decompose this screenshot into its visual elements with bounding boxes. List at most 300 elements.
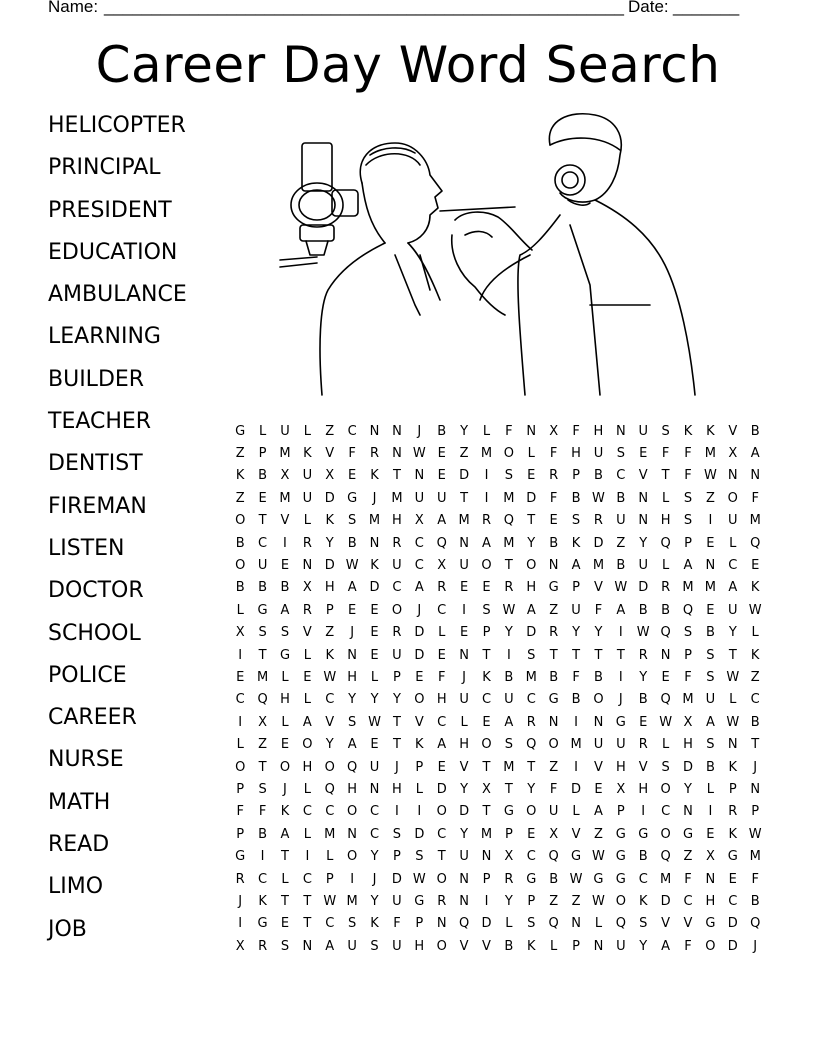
grid-letter[interactable]: O (279, 759, 291, 775)
grid-letter[interactable]: N (727, 468, 738, 484)
grid-letter[interactable]: H (280, 692, 290, 708)
grid-letter[interactable]: K (303, 446, 312, 462)
name-blank-line[interactable]: _______________________________________________________ (104, 0, 625, 16)
grid-letter[interactable]: S (683, 513, 693, 529)
grid-letter[interactable]: U (347, 938, 357, 954)
grid-letter[interactable]: B (705, 625, 715, 641)
grid-letter[interactable]: L (303, 826, 311, 842)
grid-letter[interactable]: X (549, 423, 559, 439)
grid-letter[interactable]: R (661, 580, 671, 596)
grid-letter[interactable]: I (484, 490, 489, 506)
date-blank-line[interactable]: _______ (673, 0, 740, 16)
grid-letter[interactable]: T (303, 916, 312, 932)
grid-letter[interactable]: F (393, 916, 401, 932)
grid-letter[interactable]: B (347, 535, 357, 551)
grid-letter[interactable]: M (682, 692, 694, 708)
grid-letter[interactable]: Q (660, 535, 671, 551)
grid-letter[interactable]: R (370, 446, 380, 462)
grid-letter[interactable]: X (616, 781, 626, 797)
grid-letter[interactable]: M (682, 580, 694, 596)
grid-letter[interactable]: E (482, 580, 491, 596)
grid-letter[interactable]: U (392, 558, 402, 574)
grid-letter[interactable]: E (280, 916, 290, 932)
grid-letter[interactable]: E (549, 513, 558, 529)
grid-letter[interactable]: M (660, 871, 672, 887)
grid-letter[interactable]: U (392, 938, 402, 954)
grid-letter[interactable]: E (258, 490, 267, 506)
grid-letter[interactable]: Z (325, 625, 335, 641)
grid-letter[interactable]: C (370, 804, 380, 820)
grid-letter[interactable]: W (659, 714, 673, 730)
grid-letter[interactable]: D (571, 781, 582, 797)
grid-letter[interactable]: G (705, 916, 716, 932)
grid-letter[interactable]: W (502, 602, 516, 618)
grid-letter[interactable]: U (280, 423, 290, 439)
grid-letter[interactable]: S (348, 714, 357, 730)
grid-letter[interactable]: L (661, 737, 670, 753)
grid-letter[interactable]: L (281, 871, 289, 887)
grid-letter[interactable]: Z (235, 490, 245, 506)
grid-letter[interactable]: B (504, 669, 514, 685)
grid-letter[interactable]: G (548, 692, 559, 708)
grid-letter[interactable]: E (415, 669, 424, 685)
grid-letter[interactable]: L (415, 781, 423, 797)
grid-letter[interactable]: A (302, 714, 312, 730)
grid-letter[interactable]: N (347, 826, 358, 842)
grid-letter[interactable]: N (705, 558, 716, 574)
grid-letter[interactable]: W (412, 871, 426, 887)
grid-letter[interactable]: N (414, 468, 425, 484)
grid-letter[interactable]: N (436, 916, 447, 932)
grid-letter[interactable]: O (481, 737, 492, 753)
grid-letter[interactable]: B (504, 938, 514, 954)
grid-letter[interactable]: K (728, 759, 738, 775)
grid-letter[interactable]: H (302, 759, 313, 775)
grid-letter[interactable]: E (437, 759, 446, 775)
grid-letter[interactable]: C (481, 692, 492, 708)
grid-letter[interactable]: K (527, 938, 536, 954)
grid-letter[interactable]: Z (593, 826, 603, 842)
grid-letter[interactable]: R (549, 468, 559, 484)
grid-letter[interactable]: C (526, 692, 536, 708)
grid-letter[interactable]: E (280, 737, 290, 753)
grid-letter[interactable]: O (660, 781, 671, 797)
grid-letter[interactable]: V (593, 759, 603, 775)
grid-letter[interactable]: Y (370, 692, 379, 708)
grid-letter[interactable]: N (392, 423, 402, 439)
grid-letter[interactable]: G (727, 849, 738, 865)
grid-letter[interactable]: N (615, 423, 626, 439)
grid-letter[interactable]: R (481, 513, 492, 529)
grid-letter[interactable]: G (593, 871, 604, 887)
grid-letter[interactable]: J (462, 669, 467, 685)
grid-letter[interactable]: L (550, 938, 558, 954)
grid-letter[interactable]: B (750, 714, 760, 730)
grid-letter[interactable]: K (325, 513, 335, 529)
grid-letter[interactable]: B (750, 423, 760, 439)
grid-letter[interactable]: Y (504, 893, 513, 909)
grid-letter[interactable]: Y (684, 781, 692, 797)
grid-letter[interactable]: Z (325, 423, 335, 439)
grid-letter[interactable]: L (370, 669, 379, 685)
grid-letter[interactable]: D (526, 490, 537, 506)
grid-letter[interactable]: A (280, 602, 290, 618)
grid-letter[interactable]: K (683, 423, 693, 439)
grid-letter[interactable]: K (728, 826, 738, 842)
grid-letter[interactable]: H (526, 580, 537, 596)
grid-letter[interactable]: C (728, 558, 738, 574)
grid-letter[interactable]: O (391, 602, 403, 618)
grid-letter[interactable]: C (370, 826, 380, 842)
grid-letter[interactable]: E (706, 535, 715, 551)
grid-letter[interactable]: T (504, 781, 513, 797)
grid-letter[interactable]: U (593, 737, 604, 753)
grid-letter[interactable]: D (436, 781, 447, 797)
grid-letter[interactable]: P (616, 804, 625, 820)
grid-letter[interactable]: B (258, 580, 268, 596)
grid-letter[interactable]: T (303, 893, 312, 909)
grid-letter[interactable]: O (414, 692, 425, 708)
grid-letter[interactable]: V (482, 938, 491, 954)
grid-letter[interactable]: P (258, 446, 267, 462)
grid-letter[interactable]: U (302, 490, 313, 506)
grid-letter[interactable]: Q (526, 737, 537, 753)
grid-letter[interactable]: P (572, 938, 580, 954)
grid-letter[interactable]: K (370, 916, 379, 932)
grid-letter[interactable]: S (280, 625, 290, 641)
grid-letter[interactable]: J (372, 490, 377, 506)
grid-letter[interactable]: E (303, 669, 312, 685)
grid-letter[interactable]: U (459, 849, 469, 865)
grid-letter[interactable]: L (303, 647, 311, 663)
grid-letter[interactable]: F (549, 446, 558, 462)
grid-letter[interactable]: B (638, 692, 648, 708)
grid-letter[interactable]: H (414, 938, 425, 954)
grid-letter[interactable]: C (661, 804, 671, 820)
grid-letter[interactable]: S (527, 647, 536, 663)
grid-letter[interactable]: S (706, 647, 715, 663)
grid-letter[interactable]: Y (392, 692, 401, 708)
grid-letter[interactable]: A (571, 558, 581, 574)
grid-letter[interactable]: Q (548, 916, 559, 932)
grid-letter[interactable]: V (414, 714, 424, 730)
grid-letter[interactable]: R (728, 804, 738, 820)
grid-letter[interactable]: A (705, 714, 715, 730)
grid-letter[interactable]: C (325, 916, 335, 932)
grid-letter[interactable]: I (708, 513, 713, 529)
grid-letter[interactable]: M (279, 446, 291, 462)
grid-letter[interactable]: P (415, 916, 424, 932)
grid-letter[interactable]: Z (750, 669, 760, 685)
grid-letter[interactable]: N (750, 468, 761, 484)
grid-letter[interactable]: R (504, 871, 514, 887)
grid-letter[interactable]: N (705, 871, 716, 887)
grid-letter[interactable]: L (258, 423, 267, 439)
grid-letter[interactable]: Y (527, 535, 536, 551)
grid-letter[interactable]: V (459, 759, 469, 775)
grid-letter[interactable]: H (571, 446, 581, 462)
grid-letter[interactable]: E (459, 580, 469, 596)
grid-letter[interactable]: L (661, 558, 670, 574)
grid-letter[interactable]: V (728, 423, 738, 439)
grid-letter[interactable]: H (638, 781, 649, 797)
grid-letter[interactable]: P (728, 781, 737, 797)
grid-letter[interactable]: M (749, 849, 761, 865)
grid-letter[interactable]: T (392, 737, 401, 753)
grid-letter[interactable]: E (482, 714, 491, 730)
grid-letter[interactable]: D (727, 916, 738, 932)
grid-letter[interactable]: U (728, 513, 738, 529)
grid-letter[interactable]: G (548, 580, 559, 596)
grid-letter[interactable]: W (592, 849, 605, 865)
grid-letter[interactable]: B (549, 871, 559, 887)
grid-letter[interactable]: B (616, 558, 626, 574)
grid-letter[interactable]: D (526, 625, 537, 641)
grid-letter[interactable]: Z (235, 446, 245, 462)
grid-letter[interactable]: Y (504, 625, 513, 641)
grid-letter[interactable]: K (638, 893, 648, 909)
grid-letter[interactable]: U (571, 602, 581, 618)
grid-letter[interactable]: T (594, 647, 603, 663)
grid-letter[interactable]: K (258, 893, 267, 909)
grid-letter[interactable]: K (280, 804, 290, 820)
grid-letter[interactable]: D (369, 580, 380, 596)
grid-letter[interactable]: V (325, 446, 335, 462)
grid-letter[interactable]: V (683, 916, 693, 932)
grid-letter[interactable]: A (347, 737, 357, 753)
grid-letter[interactable]: L (505, 916, 513, 932)
grid-letter[interactable]: X (482, 781, 491, 797)
grid-letter[interactable]: N (638, 490, 649, 506)
grid-letter[interactable]: Z (616, 535, 626, 551)
grid-letter[interactable]: F (572, 423, 580, 439)
grid-letter[interactable]: L (236, 737, 244, 753)
grid-letter[interactable]: P (393, 669, 401, 685)
grid-letter[interactable]: B (437, 423, 447, 439)
grid-letter[interactable]: L (303, 513, 311, 529)
grid-letter[interactable]: D (324, 558, 335, 574)
grid-letter[interactable]: M (279, 490, 291, 506)
grid-letter[interactable]: F (572, 669, 580, 685)
grid-letter[interactable]: C (526, 849, 536, 865)
grid-letter[interactable]: O (302, 737, 313, 753)
grid-letter[interactable]: G (638, 826, 649, 842)
grid-letter[interactable]: R (593, 513, 603, 529)
grid-letter[interactable]: E (527, 826, 536, 842)
grid-letter[interactable]: B (549, 669, 559, 685)
grid-letter[interactable]: T (482, 804, 491, 820)
grid-letter[interactable]: Y (527, 781, 536, 797)
grid-letter[interactable]: S (683, 625, 693, 641)
grid-letter[interactable]: L (460, 714, 468, 730)
grid-letter[interactable]: T (482, 647, 491, 663)
grid-letter[interactable]: T (728, 647, 737, 663)
grid-letter[interactable]: D (391, 871, 402, 887)
grid-letter[interactable]: H (392, 513, 402, 529)
grid-letter[interactable]: I (238, 714, 243, 730)
grid-letter[interactable]: A (526, 602, 536, 618)
grid-letter[interactable]: F (684, 468, 692, 484)
grid-letter[interactable]: D (414, 625, 425, 641)
grid-letter[interactable]: D (660, 893, 671, 909)
grid-letter[interactable]: S (370, 938, 379, 954)
grid-letter[interactable]: E (661, 669, 670, 685)
grid-letter[interactable]: S (706, 737, 715, 753)
grid-letter[interactable]: J (372, 871, 377, 887)
grid-letter[interactable]: J (417, 602, 422, 618)
grid-letter[interactable]: C (235, 692, 245, 708)
grid-letter[interactable]: C (302, 804, 312, 820)
grid-letter[interactable]: V (302, 625, 312, 641)
grid-letter[interactable]: O (436, 804, 447, 820)
grid-letter[interactable]: B (280, 580, 290, 596)
grid-letter[interactable]: U (414, 490, 425, 506)
grid-letter[interactable]: T (281, 893, 289, 909)
grid-letter[interactable]: T (258, 513, 267, 529)
grid-letter[interactable]: A (437, 513, 447, 529)
grid-letter[interactable]: B (258, 468, 268, 484)
grid-letter[interactable]: X (235, 938, 245, 954)
grid-letter[interactable]: S (661, 423, 670, 439)
grid-letter[interactable]: Q (347, 759, 358, 775)
grid-letter[interactable]: X (549, 826, 559, 842)
grid-letter[interactable]: Z (683, 849, 693, 865)
grid-letter[interactable]: W (368, 714, 381, 730)
grid-letter[interactable]: L (706, 781, 715, 797)
grid-letter[interactable]: O (347, 804, 358, 820)
grid-letter[interactable]: Q (750, 916, 761, 932)
grid-letter[interactable]: T (281, 849, 289, 865)
grid-letter[interactable]: C (437, 714, 447, 730)
grid-letter[interactable]: E (437, 647, 446, 663)
grid-letter[interactable]: U (616, 938, 626, 954)
grid-letter[interactable]: M (704, 446, 716, 462)
grid-letter[interactable]: I (283, 535, 287, 551)
grid-letter[interactable]: H (705, 893, 716, 909)
grid-letter[interactable]: M (324, 826, 336, 842)
grid-letter[interactable]: B (616, 490, 626, 506)
grid-letter[interactable]: Y (639, 535, 648, 551)
grid-letter[interactable]: M (592, 558, 605, 574)
grid-letter[interactable]: Z (571, 893, 581, 909)
grid-letter[interactable]: T (504, 558, 513, 574)
grid-letter[interactable]: G (615, 871, 626, 887)
grid-letter[interactable]: S (258, 781, 267, 797)
grid-letter[interactable]: G (615, 849, 626, 865)
grid-letter[interactable]: O (481, 558, 492, 574)
grid-letter[interactable]: Y (348, 692, 357, 708)
grid-letter[interactable]: B (571, 490, 581, 506)
grid-letter[interactable]: L (751, 625, 759, 641)
grid-letter[interactable]: M (570, 737, 582, 753)
grid-letter[interactable]: S (280, 938, 290, 954)
grid-letter[interactable]: T (572, 647, 581, 663)
grid-letter[interactable]: T (258, 759, 267, 775)
grid-letter[interactable]: B (235, 535, 245, 551)
grid-letter[interactable]: E (459, 625, 469, 641)
grid-letter[interactable]: T (482, 759, 491, 775)
grid-letter[interactable]: S (392, 826, 402, 842)
grid-letter[interactable]: F (684, 871, 692, 887)
grid-letter[interactable]: E (348, 468, 357, 484)
grid-letter[interactable]: E (370, 737, 379, 753)
grid-letter[interactable]: R (392, 625, 402, 641)
grid-letter[interactable]: F (549, 490, 558, 506)
grid-letter[interactable]: F (751, 490, 759, 506)
grid-letter[interactable]: A (593, 804, 603, 820)
grid-letter[interactable]: L (482, 423, 491, 439)
grid-letter[interactable]: E (280, 558, 290, 574)
grid-letter[interactable]: N (638, 513, 649, 529)
grid-letter[interactable]: U (548, 804, 559, 820)
grid-letter[interactable]: L (594, 916, 603, 932)
grid-letter[interactable]: G (526, 871, 537, 887)
grid-letter[interactable]: G (279, 647, 291, 663)
grid-letter[interactable]: W (323, 669, 337, 685)
grid-letter[interactable]: W (748, 826, 762, 842)
grid-letter[interactable]: S (348, 916, 357, 932)
grid-letter[interactable]: O (347, 849, 358, 865)
grid-letter[interactable]: J (238, 893, 243, 909)
grid-letter[interactable]: H (324, 580, 335, 596)
grid-letter[interactable]: X (302, 580, 312, 596)
grid-letter[interactable]: B (638, 602, 648, 618)
grid-letter[interactable]: I (618, 669, 623, 685)
grid-letter[interactable]: N (481, 849, 492, 865)
grid-letter[interactable]: Y (728, 625, 737, 641)
grid-letter[interactable]: I (417, 804, 422, 820)
grid-letter[interactable]: U (616, 737, 626, 753)
grid-letter[interactable]: M (503, 490, 515, 506)
grid-letter[interactable]: R (392, 535, 402, 551)
grid-letter[interactable]: R (638, 647, 648, 663)
grid-letter[interactable]: U (504, 692, 514, 708)
grid-letter[interactable]: C (728, 893, 738, 909)
grid-letter[interactable]: A (616, 602, 626, 618)
grid-letter[interactable]: U (616, 513, 626, 529)
grid-letter[interactable]: O (660, 826, 671, 842)
grid-letter[interactable]: I (238, 916, 243, 932)
grid-letter[interactable]: U (302, 468, 313, 484)
grid-letter[interactable]: Y (639, 669, 648, 685)
grid-letter[interactable]: E (751, 558, 760, 574)
grid-letter[interactable]: I (574, 714, 578, 730)
grid-letter[interactable]: W (614, 580, 628, 596)
grid-letter[interactable]: M (503, 759, 515, 775)
grid-letter[interactable]: B (705, 759, 715, 775)
grid-letter[interactable]: L (527, 446, 535, 462)
grid-letter[interactable]: W (726, 669, 740, 685)
grid-letter[interactable]: J (417, 423, 422, 439)
grid-letter[interactable]: O (705, 938, 716, 954)
grid-letter[interactable]: T (392, 714, 401, 730)
grid-letter[interactable]: X (235, 625, 245, 641)
grid-letter[interactable]: C (325, 804, 335, 820)
grid-letter[interactable]: K (235, 468, 245, 484)
grid-letter[interactable]: Q (750, 535, 761, 551)
grid-letter[interactable]: Y (460, 781, 469, 797)
grid-letter[interactable]: C (302, 871, 312, 887)
grid-letter[interactable]: I (506, 647, 511, 663)
grid-letter[interactable]: N (459, 871, 469, 887)
grid-letter[interactable]: R (437, 580, 447, 596)
grid-letter[interactable]: F (549, 781, 558, 797)
grid-letter[interactable]: H (683, 737, 693, 753)
grid-letter[interactable]: L (281, 669, 289, 685)
grid-letter[interactable]: I (484, 893, 489, 909)
grid-letter[interactable]: Y (370, 849, 379, 865)
grid-letter[interactable]: S (571, 513, 581, 529)
